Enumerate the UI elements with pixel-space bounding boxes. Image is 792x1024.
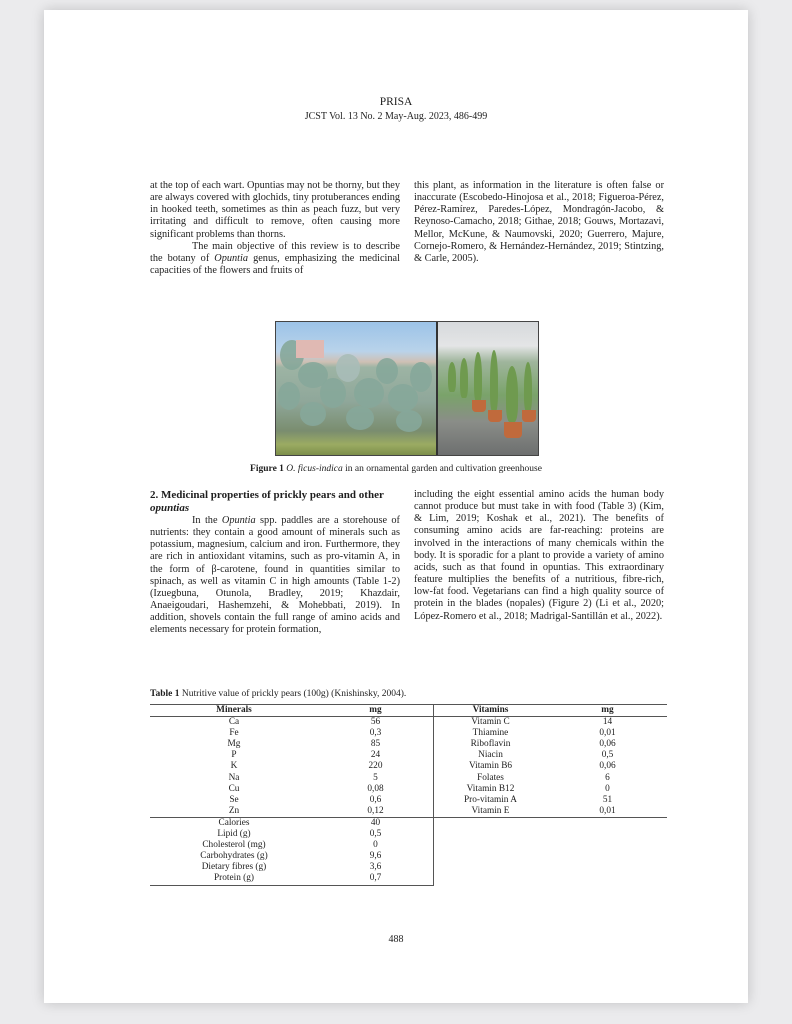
row-label: Folates — [477, 772, 504, 783]
row-value: 0,06 — [599, 761, 616, 772]
table-row — [433, 784, 667, 795]
genus-name: Opuntia — [221, 515, 256, 526]
row-value: 56 — [370, 717, 381, 728]
table-row — [150, 773, 433, 784]
text: spp. paddles are a storehouse of nutrients: they contain a good amount of minerals such as potassium, magnesium, calcium and iron. Furthermore, they are rich in antioxidant vitamins, such as pro-vitamin A, in the form of β-carotene, found in quantities similar to spinach, as well as vitamin C in high amounts (Table 1-2) (Izuegbuna, Otunola, Bradley, 2019; Khazdair, Anaeigoudari, Hashemzehi, & Mohebbati, 2019). In addition, shovels contain the full range of amino acids and elements necessary for protein formation, — [150, 515, 400, 636]
row-value: 0,3 — [369, 728, 382, 739]
row-value: 0 — [605, 783, 610, 794]
row-label: Na — [228, 772, 240, 783]
paragraph: this plant, as information in the literature is often false or inaccurate (Escobedo-Hinojosa et al., 2018; Figueroa-Pérez, Pérez-Ramírez, Paredes-López, Mondragón-Jacobo, & Reynoso-Camacho, 2018; Githae, 2018; Gouws, Mortazavi, Mellor, McKune, & Naumovski, 2020; Guerrero, Majure, Cornejo-Romero, & Hernández-Hernández, 2019; Stintzing, & Carle, 2005). — [414, 180, 664, 264]
caption-text: Nutritive value of prickly pears (100g) (Knishinsky, 2004). — [179, 689, 407, 699]
table-row — [150, 818, 433, 829]
row-value: 3,6 — [369, 862, 382, 873]
genus-name: Opuntia — [214, 252, 249, 264]
table-row — [433, 773, 667, 784]
top-left-column — [150, 180, 400, 277]
row-value: 0,01 — [599, 805, 616, 816]
column-header: mg — [369, 705, 382, 715]
row-label: Niacin — [478, 750, 503, 761]
heading-italic: opuntias — [150, 502, 190, 514]
row-label: Zn — [228, 805, 240, 816]
table-row — [433, 739, 667, 750]
row-label: Se — [229, 794, 239, 805]
table-row — [150, 840, 433, 851]
row-value: 0,06 — [599, 739, 616, 750]
row-value: 0 — [373, 840, 378, 851]
row-label: Ca — [228, 717, 240, 728]
row-value: 24 — [370, 750, 381, 761]
section-heading — [150, 489, 400, 515]
vitamins-table — [433, 704, 667, 818]
table-row — [150, 739, 433, 750]
table-row — [150, 806, 433, 817]
section-2-left-column — [150, 489, 400, 637]
table-row — [433, 750, 667, 761]
table-row — [433, 728, 667, 739]
figure-1 — [275, 321, 539, 456]
table-row — [150, 873, 433, 884]
table-row — [433, 795, 667, 806]
row-value: 85 — [370, 739, 381, 750]
minerals-table — [150, 704, 434, 886]
row-value: 0,6 — [369, 794, 382, 805]
row-value: 9,6 — [369, 851, 382, 862]
paragraph-objective — [150, 241, 400, 277]
row-label: Cholesterol (mg) — [202, 840, 266, 851]
figure-label: Figure 1 — [250, 464, 284, 474]
page-number: 488 — [388, 934, 404, 945]
row-label: Riboflavin — [470, 739, 511, 750]
column-header: Minerals — [216, 705, 252, 715]
row-value: 0,5 — [601, 750, 614, 761]
row-value: 6 — [605, 772, 610, 783]
row-value: 0,5 — [369, 829, 382, 840]
text: The main objective of this review is to describe the botany of — [150, 240, 400, 264]
table-caption — [150, 689, 406, 699]
row-label: Vitamin B12 — [466, 783, 515, 794]
journal-volume: JCST Vol. 13 No. 2 May-Aug. 2023, 486-499 — [304, 111, 488, 122]
row-value: 0,08 — [367, 783, 384, 794]
row-label: Protein (g) — [213, 873, 255, 884]
row-label: Cu — [228, 783, 240, 794]
row-label: Vitamin C — [471, 717, 510, 728]
greenhouse-photo — [438, 322, 538, 455]
table-row — [150, 795, 433, 806]
document-page — [44, 10, 748, 1003]
table-header-row — [150, 705, 433, 717]
table-row — [150, 829, 433, 840]
row-label: Fe — [229, 728, 239, 739]
row-label: Calories — [218, 817, 250, 828]
caption-text: in an ornamental garden and cultivation greenhouse — [342, 464, 542, 474]
row-value: 0,7 — [369, 873, 382, 884]
row-label: Carbohydrates (g) — [200, 851, 268, 862]
table-row — [433, 806, 667, 817]
row-value: 40 — [370, 817, 381, 828]
table-row — [150, 761, 433, 772]
figure-caption — [44, 464, 748, 474]
row-label: Lipid (g) — [217, 829, 251, 840]
row-label: P — [231, 750, 237, 761]
table-row — [150, 784, 433, 795]
table-row — [150, 728, 433, 739]
column-header: mg — [601, 705, 614, 715]
table-label: Table 1 — [150, 689, 180, 699]
table-row — [150, 717, 433, 728]
row-value: 0,01 — [599, 728, 616, 739]
row-value: 14 — [602, 717, 613, 728]
row-label: Thiamine — [472, 728, 509, 739]
table-header-row — [433, 705, 667, 717]
paragraph — [150, 515, 400, 637]
paragraph: including the eight essential amino acids the human body cannot produce but must take in with food (Table 3) (Kim, & Lim, 2019; Koshak et al., 2021). The benefits of consuming amino acids are far-reaching: proteins are involved in the interactions of many chemicals within the body. It is sporadic for a plant to provide a variety of amino acids, such as that found in opuntias. This extraordinary feature multiplies the benefits of a nutritious, fibre-rich, low-fat food. Vegetarians can find a high quality source of protein in the blades (nopales) (Figure 2) (Li et al., 2020; López-Romero et al., 2018; Madrigal-Santillán et al., 2022). — [414, 489, 664, 622]
table-row — [150, 750, 433, 761]
heading-text: 2. Medicinal properties of prickly pears and other — [150, 489, 384, 501]
table-row — [150, 862, 433, 873]
table-row — [150, 851, 433, 862]
row-label: Mg — [227, 739, 241, 750]
row-label: Pro-vitamin A — [464, 794, 517, 805]
table-row — [433, 717, 667, 728]
text: genus, emphasizing the medicinal capacities of the flowers and fruits of — [150, 252, 400, 277]
row-value: 5 — [373, 772, 378, 783]
row-value: 220 — [368, 761, 383, 772]
row-label: K — [230, 761, 238, 772]
journal-name: PRISA — [379, 96, 413, 108]
table-row — [433, 761, 667, 772]
row-label: Dietary fibres (g) — [201, 862, 267, 873]
paragraph: at the top of each wart. Opuntias may not be thorny, but they are always covered with glochids, tiny protuberances ending in hooked teeth, sometimes as thin as peach fuzz, but very irritating and difficult to remove, often causing more significant problems than thorns. — [150, 180, 400, 240]
text: In the — [192, 515, 222, 526]
row-label: Vitamin E — [471, 805, 510, 816]
top-right-column — [414, 180, 664, 265]
section-2-right-column — [414, 489, 664, 623]
species-name: O. ficus-indica — [286, 464, 343, 474]
row-label: Vitamin B6 — [468, 761, 513, 772]
row-value: 0,12 — [367, 805, 384, 816]
garden-cactus-photo — [276, 322, 438, 455]
row-value: 51 — [602, 794, 613, 805]
column-header: Vitamins — [472, 705, 509, 715]
